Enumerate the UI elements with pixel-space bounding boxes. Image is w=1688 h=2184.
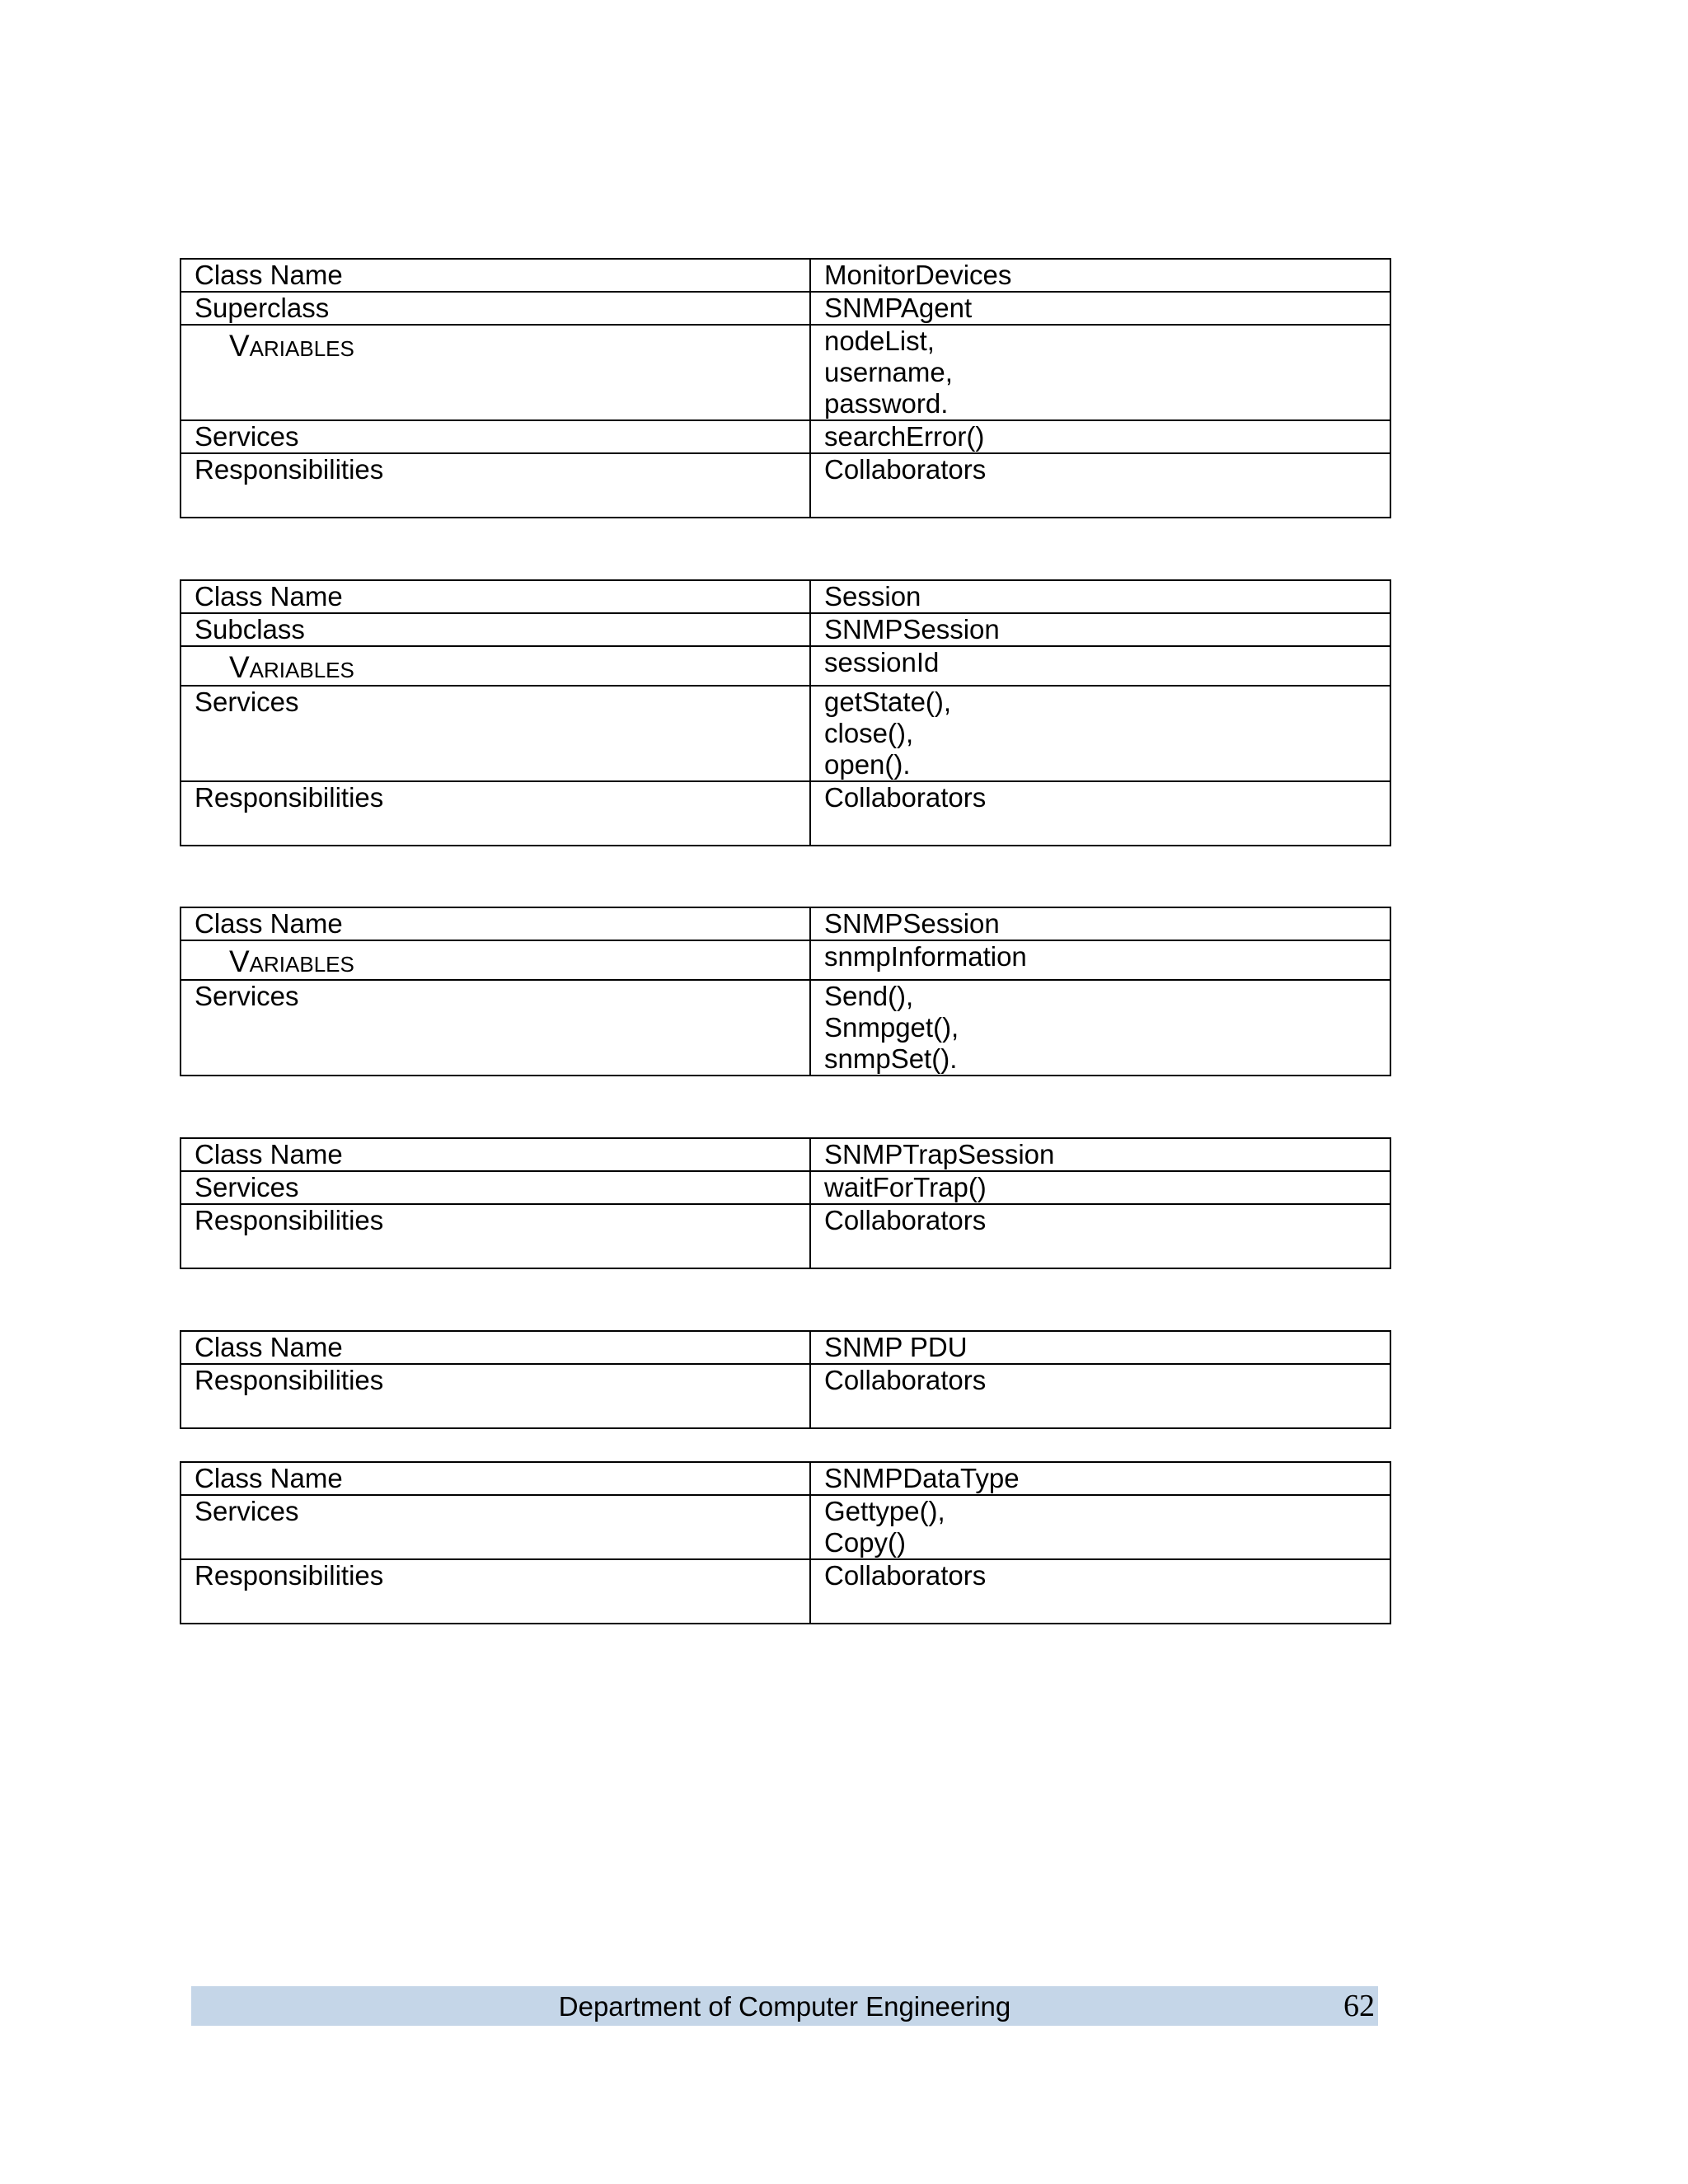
table-row [181,646,1390,686]
row-value: SNMPSession [810,613,1390,646]
row-value: Send(), Snmpget(), snmpSet(). [810,980,1390,1076]
row-label: Variables [181,940,810,980]
table-row [181,580,1390,613]
row-value: Collaborators [810,1364,1390,1428]
row-value: searchError() [810,420,1390,453]
table-row [181,1559,1390,1624]
table-row [181,613,1390,646]
row-value: Collaborators [810,1204,1390,1268]
table-row [181,1364,1390,1428]
crc-card-snmpdatatype [180,1461,1391,1624]
table-row [181,1204,1390,1268]
row-label: Services [181,1171,810,1204]
table-row [181,1495,1390,1559]
row-label: Variables [181,646,810,686]
row-label: Services [181,980,810,1076]
row-value: SNMP PDU [810,1331,1390,1364]
table-row [181,325,1390,420]
table-row [181,980,1390,1076]
row-label: Class Name [181,907,810,940]
row-value: Collaborators [810,781,1390,846]
page-number: 62 [1343,1989,1375,2023]
crc-card-session [180,579,1391,846]
table-row [181,1462,1390,1495]
table-row [181,686,1390,781]
row-value: Gettype(), Copy() [810,1495,1390,1559]
row-value: nodeList, username, password. [810,325,1390,420]
crc-card-snmptrapsession [180,1137,1391,1269]
row-label: Class Name [181,1331,810,1364]
crc-card-snmpsession [180,907,1391,1076]
row-label: Services [181,420,810,453]
table-row [181,259,1390,292]
table-row [181,1331,1390,1364]
table-row [181,940,1390,980]
row-label: Responsibilities [181,453,810,518]
row-value: waitForTrap() [810,1171,1390,1204]
row-label: Responsibilities [181,1364,810,1428]
row-value: Session [810,580,1390,613]
table-row [181,1138,1390,1171]
row-label: Services [181,686,810,781]
row-value: Collaborators [810,453,1390,518]
row-label: Class Name [181,580,810,613]
row-label: Responsibilities [181,1204,810,1268]
row-value: SNMPTrapSession [810,1138,1390,1171]
row-value: sessionId [810,646,1390,686]
crc-card-monitordevices [180,258,1391,518]
row-value: getState(), close(), open(). [810,686,1390,781]
table-row [181,781,1390,846]
row-label: Subclass [181,613,810,646]
table-row [181,1171,1390,1204]
row-label: Responsibilities [181,1559,810,1624]
crc-card-snmp-pdu [180,1330,1391,1429]
row-value: SNMPAgent [810,292,1390,325]
page-footer [191,1986,1378,2026]
footer-department: Department of Computer Engineering [558,1991,1011,2022]
row-value: MonitorDevices [810,259,1390,292]
row-label: Services [181,1495,810,1559]
table-row [181,907,1390,940]
table-row [181,292,1390,325]
table-row [181,453,1390,518]
row-label: Class Name [181,1138,810,1171]
row-value: snmpInformation [810,940,1390,980]
row-label: Responsibilities [181,781,810,846]
row-value: Collaborators [810,1559,1390,1624]
row-label: Superclass [181,292,810,325]
table-row [181,420,1390,453]
row-value: SNMPDataType [810,1462,1390,1495]
row-label: Class Name [181,1462,810,1495]
row-label: Variables [181,325,810,420]
row-value: SNMPSession [810,907,1390,940]
row-label: Class Name [181,259,810,292]
